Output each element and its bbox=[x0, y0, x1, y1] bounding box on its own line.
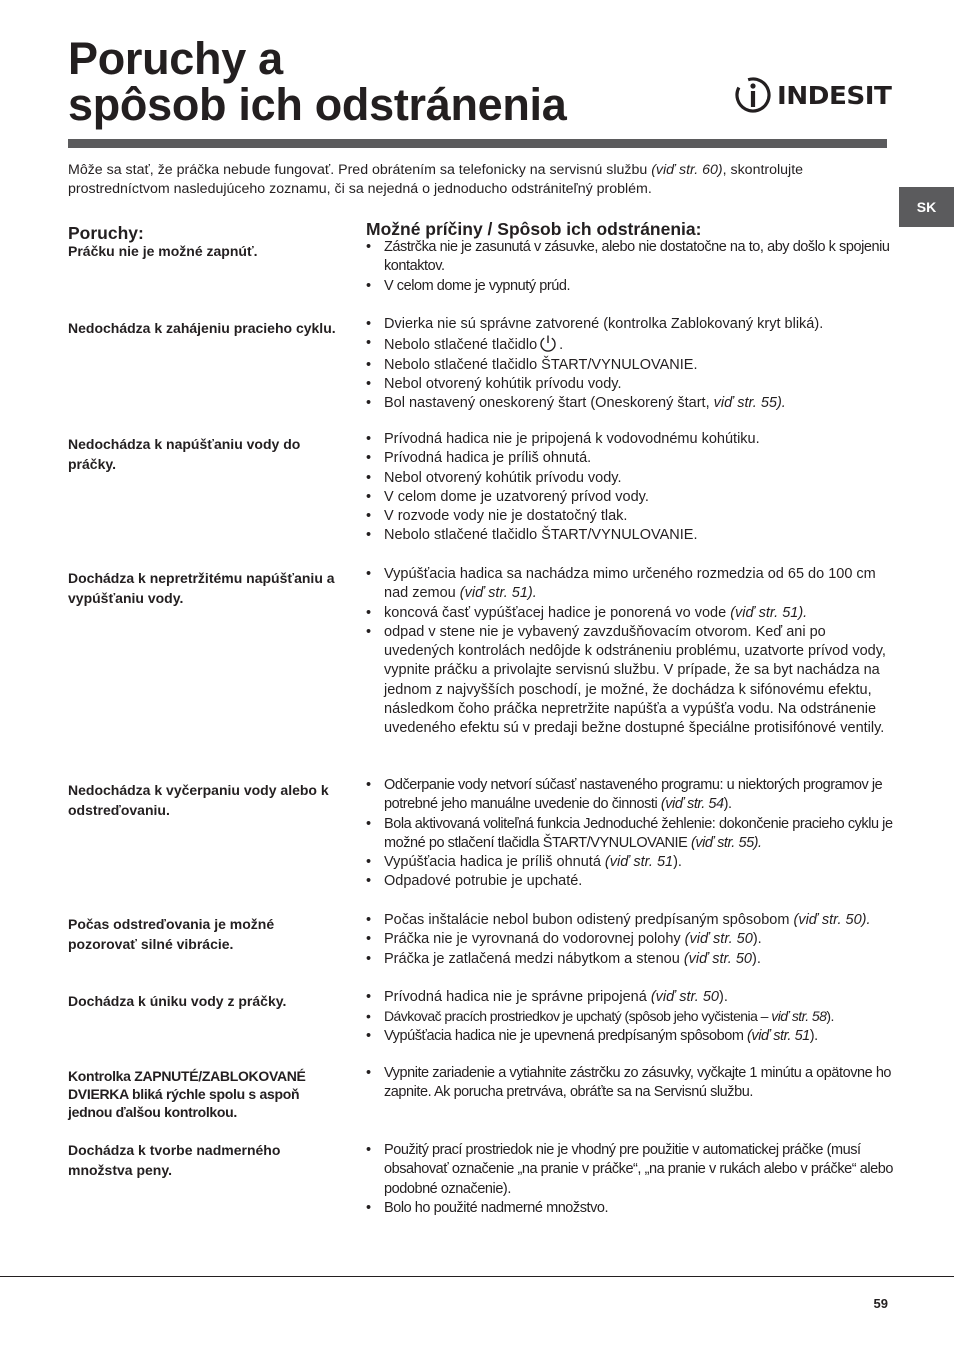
cause-text: odpad v stene nie je vybavený zavzdušňovacím otvorom. Keď ani po uvedených kontrolách nedôjde k odstráneniu problému, uzatvorte prívod vody, vypnite práčku a privolajte servisnú službu. V prípade, že sa byt nachádza na jednom z najvyšších poschodí, je možné, že dochádza k sifónovému efektu, následkom čoho práčka nepretržite napúšťa a vypúšťa vodu. Na odstránenie uvedeného efektu sú v predaji bežne dostupné špeciálne protisifónové ventily. bbox=[384, 623, 886, 737]
cause-text: Vypúšťacia hadica sa nachádza mimo určeného rozmedzia od 65 do 100 cm nad zemou bbox=[384, 566, 876, 602]
cause-text: Bolo ho použité nadmerné množstvo. bbox=[384, 1199, 609, 1216]
cause-list bbox=[366, 1141, 896, 1218]
cause-item bbox=[366, 1064, 896, 1103]
intro-text-end: , skontrolujte prostredníctvom nasledujúceho zoznamu, či sa nejedná o jednoducho odstrániteľný problém. bbox=[68, 162, 804, 197]
language-tab: SK bbox=[899, 187, 954, 227]
cause-text: Práčka je zatlačená medzi nábytkom a stenou bbox=[384, 950, 684, 967]
cause-item bbox=[366, 872, 896, 891]
cause-text: Prívodná hadica je príliš ohnutá. bbox=[384, 450, 592, 467]
problem-label: Nedochádza k napúšťaniu vody do práčky. bbox=[68, 436, 301, 472]
page-ref: (viď str. 50 bbox=[683, 950, 752, 967]
problem-label: Dochádza k tvorbe nadmerného množstva peny. bbox=[68, 1142, 281, 1178]
brand-logo-text: INDESIT bbox=[777, 80, 892, 110]
page-ref: viď str. 58 bbox=[771, 1008, 827, 1025]
causes-heading: Možné príčiny / Spôsob ich odstránenia: bbox=[366, 219, 702, 239]
cause-text: Prívodná hadica nie je pripojená k vodovodnému kohútiku. bbox=[384, 431, 760, 447]
cause-text: Dávkovač pracích prostriedkov je upchatý (spôsob jeho vyčistenia – bbox=[384, 1008, 772, 1025]
cause-item bbox=[366, 469, 896, 488]
cause-text: koncová časť vypúšťacej hadice je ponorená vo vode bbox=[384, 604, 731, 621]
cause-text: Nebol otvorený kohútik prívodu vody. bbox=[384, 375, 622, 392]
cause-item bbox=[366, 1027, 896, 1046]
cause-item bbox=[366, 815, 896, 854]
cause-list bbox=[366, 565, 896, 739]
cause-item bbox=[366, 1141, 896, 1199]
intro-page-ref: (viď str. 60) bbox=[651, 162, 723, 178]
page-ref: (viď str. 51). bbox=[730, 604, 808, 621]
problem-label: Dochádza k úniku vody z práčky. bbox=[68, 993, 287, 1009]
cause-item bbox=[366, 604, 896, 623]
cause-item bbox=[366, 394, 896, 413]
footer-rule bbox=[0, 1276, 954, 1277]
cause-text-end: ). bbox=[826, 1008, 834, 1025]
brand-logo bbox=[733, 72, 893, 118]
cause-list bbox=[366, 1064, 896, 1103]
cause-text: Vypúšťacia hadica je príliš ohnutá bbox=[384, 854, 605, 871]
cause-text: Nebolo stlačené tlačidlo ŠTART/VYNULOVANIE. bbox=[384, 356, 698, 373]
cause-item bbox=[366, 430, 896, 449]
cause-text: Bol nastavený oneskorený štart (Oneskorený štart, bbox=[384, 395, 714, 412]
page-title-line-2: spôsob ich odstránenia bbox=[68, 79, 567, 130]
intro-paragraph bbox=[68, 161, 898, 198]
problems-heading: Poruchy: bbox=[68, 223, 144, 243]
problem-label: Nedochádza k zahájeniu pracieho cyklu. bbox=[68, 320, 336, 336]
cause-list bbox=[366, 988, 896, 1046]
page-ref: (viď str. 51 bbox=[604, 854, 674, 871]
page-title-line-1: Poruchy a bbox=[68, 33, 283, 84]
page-ref: (viď str. 51). bbox=[459, 585, 537, 602]
cause-text: Nebolo stlačené tlačidlo bbox=[384, 337, 538, 354]
page-ref: (viď str. 54 bbox=[660, 796, 724, 813]
page-ref: (viď str. 50 bbox=[684, 931, 753, 948]
cause-item bbox=[366, 1007, 896, 1026]
cause-text: V celom dome je vypnutý prúd. bbox=[384, 277, 571, 294]
page-ref: viď str. 55). bbox=[713, 395, 786, 412]
indesit-i-logo-icon bbox=[733, 75, 773, 115]
cause-text: Práčka nie je vyrovnaná do vodorovnej polohy bbox=[384, 931, 685, 948]
cause-text: Vypnite zariadenie a vytiahnite zástrčku zo zásuvky, vyčkajte 1 minútu a opätovne ho zapnite. Ak porucha pretrváva, obráťte sa na Servisnú službu. bbox=[384, 1065, 892, 1101]
cause-item bbox=[366, 238, 896, 277]
cause-list bbox=[366, 911, 896, 969]
cause-item bbox=[366, 375, 896, 394]
cause-text: Nebol otvorený kohútik prívodu vody. bbox=[384, 469, 622, 486]
power-button-icon bbox=[539, 334, 557, 352]
cause-text: Počas inštalácie nebol bubon odistený predpísaným spôsobom bbox=[384, 912, 794, 928]
cause-item bbox=[366, 334, 896, 355]
cause-item bbox=[366, 507, 896, 526]
problem-label: Kontrolka ZAPNUTÉ/ZABLOKOVANÉ DVIERKA bliká rýchle spolu s aspoň jednou ďalšou kontrolkou. bbox=[68, 1068, 306, 1120]
cause-item bbox=[366, 1199, 896, 1218]
cause-item bbox=[366, 776, 896, 815]
cause-text: V rozvode vody nie je dostatočný tlak. bbox=[384, 508, 628, 525]
cause-text-end: ). bbox=[752, 931, 762, 948]
cause-item bbox=[366, 950, 896, 969]
cause-item bbox=[366, 526, 896, 545]
problem-label: Práčku nie je možné zapnúť. bbox=[68, 243, 258, 259]
cause-text: Zástrčka nie je zasunutá v zásuvke, alebo nie dostatočne na to, aby došlo k spojeniu kontaktov. bbox=[384, 239, 890, 275]
page-title bbox=[68, 33, 567, 130]
cause-text: Odpadové potrubie je upchaté. bbox=[384, 873, 583, 890]
problem-label: Dochádza k nepretržitému napúšťaniu a vypúšťaniu vody. bbox=[68, 570, 335, 606]
cause-item bbox=[366, 277, 896, 296]
cause-item bbox=[366, 565, 896, 604]
page-ref: (viď str. 51 bbox=[747, 1027, 810, 1044]
page-ref: (viď str. 50 bbox=[650, 989, 719, 1005]
page-ref: (viď str. 55). bbox=[690, 834, 762, 851]
cause-text: Použitý prací prostriedok nie je vhodný pre použitie v automatickej práčke (musí obsahovať označenie „na pranie v práčke“, „na pranie v rukách alebo v práčke“ alebo podobné označenie). bbox=[384, 1142, 893, 1197]
cause-text: Odčerpanie vody netvorí súčasť nastaveného programu: u niektorých programov je potrebné jeho manuálne uvedenie do činnosti bbox=[384, 777, 883, 813]
cause-item bbox=[366, 623, 896, 739]
cause-item bbox=[366, 930, 896, 949]
cause-item bbox=[366, 911, 896, 930]
cause-list bbox=[366, 238, 896, 296]
cause-item bbox=[366, 356, 896, 375]
cause-text-end: . bbox=[559, 337, 564, 354]
cause-text-end: ). bbox=[809, 1027, 818, 1044]
page-number: 59 bbox=[873, 1296, 888, 1311]
intro-text: Môže sa stať, že práčka nebude fungovať. Pred obrátením sa telefonicky na servisnú službu bbox=[68, 162, 652, 178]
cause-text: Vypúšťacia hadica nie je upevnená predpísaným spôsobom bbox=[384, 1027, 748, 1044]
cause-item bbox=[366, 488, 896, 507]
cause-list bbox=[366, 315, 896, 413]
problem-label: Počas odstreďovania je možné pozorovať silné vibrácie. bbox=[68, 916, 275, 952]
cause-text-end: ). bbox=[718, 989, 728, 1005]
cause-text: Prívodná hadica nie je správne pripojená bbox=[384, 989, 651, 1005]
cause-text-end: ). bbox=[673, 854, 682, 871]
problem-label: Nedochádza k vyčerpaniu vody alebo k odstreďovaniu. bbox=[68, 782, 329, 818]
cause-item bbox=[366, 853, 896, 872]
page-ref: (viď str. 50). bbox=[793, 912, 871, 928]
cause-text: Nebolo stlačené tlačidlo ŠTART/VYNULOVANIE. bbox=[384, 527, 698, 544]
cause-text-end: ). bbox=[723, 796, 732, 813]
cause-list bbox=[366, 430, 896, 546]
cause-text: Dvierka nie sú správne zatvorené (kontrolka Zablokovaný kryt bliká). bbox=[384, 316, 824, 332]
cause-item bbox=[366, 988, 896, 1007]
cause-item bbox=[366, 449, 896, 468]
cause-text: Bola aktivovaná voliteľná funkcia Jednoduché žehlenie: dokončenie pracieho cyklu je možné po stlačení tlačidla ŠTART/VYNULOVANIE bbox=[384, 815, 893, 851]
cause-text: V celom dome je uzatvorený prívod vody. bbox=[384, 488, 649, 505]
header-rule bbox=[68, 139, 887, 148]
cause-item bbox=[366, 315, 896, 334]
cause-list bbox=[366, 776, 896, 892]
cause-text-end: ). bbox=[751, 950, 761, 967]
